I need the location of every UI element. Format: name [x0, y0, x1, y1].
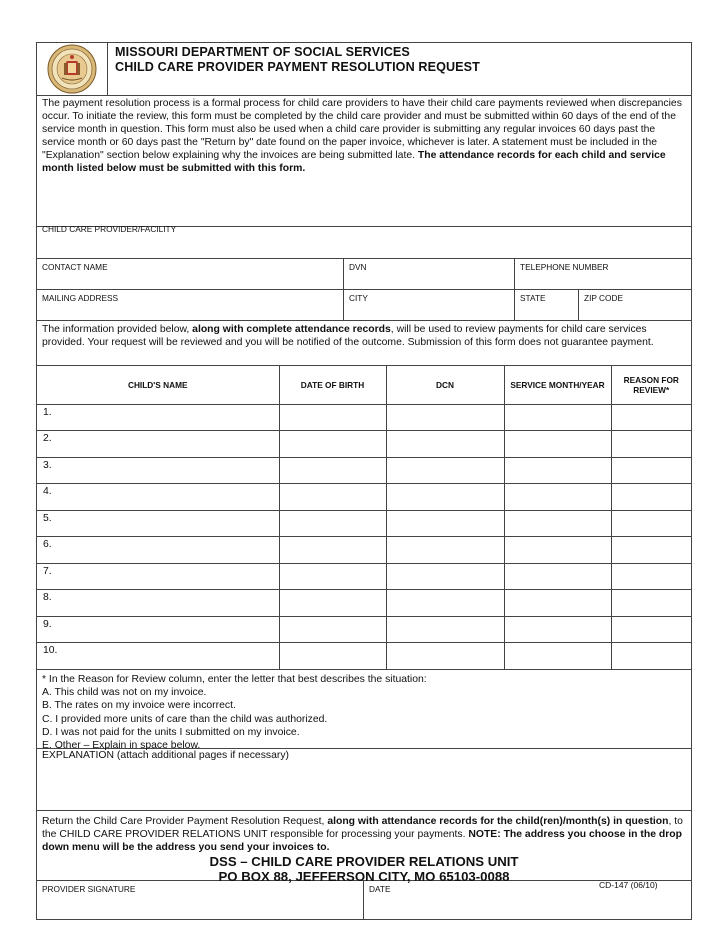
info-text-post: , will be used to review payments for child care services provided. Your request will be reviewed and you will be notified of the outcome. Submission of this form does not guarantee payment.: [42, 324, 654, 348]
form-number: CD-147 (06/10): [599, 880, 658, 890]
table-row: [37, 563, 691, 590]
service-month-cell[interactable]: [504, 404, 611, 431]
return-text-pre: Return the Child Care Provider Payment Resolution Request,: [42, 816, 328, 827]
service-month-cell[interactable]: [504, 457, 611, 484]
table-row: [37, 484, 691, 511]
mailing-address-label: MAILING ADDRESS: [42, 293, 119, 303]
contact-name-label: CONTACT NAME: [42, 262, 108, 272]
signature-row: [37, 881, 691, 919]
table-row: [37, 431, 691, 458]
reason-cell[interactable]: [611, 616, 691, 643]
dcn-cell[interactable]: [386, 457, 504, 484]
dcn-cell[interactable]: [386, 510, 504, 537]
birth-date-cell[interactable]: [279, 590, 386, 617]
column-header: SERVICE MONTH/YEAR: [504, 366, 611, 404]
dvn-label: DVN: [349, 262, 367, 272]
reason-cell[interactable]: [611, 431, 691, 458]
dcn-cell[interactable]: [386, 616, 504, 643]
provider-signature-label: PROVIDER SIGNATURE: [42, 884, 136, 894]
return-instructions: [37, 811, 691, 884]
form-title: CHILD CARE PROVIDER PAYMENT RESOLUTION REQUEST: [115, 60, 480, 74]
birth-date-cell[interactable]: [279, 431, 386, 458]
birth-date-cell[interactable]: [279, 457, 386, 484]
table-row: [37, 510, 691, 537]
contact-row: [37, 259, 691, 290]
telephone-label: TELEPHONE NUMBER: [520, 262, 609, 272]
return-text-bold: along with attendance records for the child(ren)/month(s) in question: [327, 816, 669, 827]
return-note: NOTE: The address you choose in the drop down menu will be the address you send your invoices to.: [42, 829, 682, 853]
state-field[interactable]: [515, 290, 579, 320]
info-text-bold: along with complete attendance records: [192, 324, 391, 335]
info-text-pre: The information provided below,: [42, 324, 193, 335]
service-month-cell[interactable]: [504, 431, 611, 458]
reason-legend: [37, 670, 691, 752]
form-header: [37, 43, 691, 96]
unit-name: DSS – CHILD CARE PROVIDER RELATIONS UNIT: [209, 854, 519, 869]
table-header-row: [37, 366, 691, 404]
birth-date-cell[interactable]: [279, 563, 386, 590]
birth-date-cell[interactable]: [279, 404, 386, 431]
reason-item: E. Other – Explain in space below.: [42, 740, 201, 752]
child-name-cell[interactable]: 2.: [37, 431, 279, 458]
payment-resolution-form: [36, 42, 692, 920]
seal-container: [37, 43, 108, 95]
table-row: [37, 457, 691, 484]
table-row: [37, 643, 691, 670]
reason-cell[interactable]: [611, 643, 691, 670]
reason-item: B. The rates on my invoice were incorrect.: [42, 700, 236, 712]
service-month-cell[interactable]: [504, 537, 611, 564]
reason-cell[interactable]: [611, 457, 691, 484]
column-header: REASON FOR REVIEW*: [611, 366, 691, 404]
table-row: [37, 590, 691, 617]
column-header: DCN: [386, 366, 504, 404]
child-name-cell[interactable]: 1.: [37, 404, 279, 431]
header-titles: [108, 43, 480, 95]
info-paragraph: [37, 321, 691, 366]
service-month-cell[interactable]: [504, 643, 611, 670]
dcn-cell[interactable]: [386, 484, 504, 511]
service-month-cell[interactable]: [504, 616, 611, 643]
agency-name: MISSOURI DEPARTMENT OF SOCIAL SERVICES: [115, 45, 410, 59]
reason-cell[interactable]: [611, 484, 691, 511]
reason-item: C. I provided more units of care than the child was authorized.: [42, 713, 328, 725]
zip-code-label: ZIP CODE: [584, 293, 624, 303]
dcn-cell[interactable]: [386, 537, 504, 564]
city-label: CITY: [349, 293, 368, 303]
zip-code-field[interactable]: [579, 290, 691, 320]
table-row: [37, 537, 691, 564]
table-row: [37, 616, 691, 643]
reason-cell[interactable]: [611, 404, 691, 431]
service-month-cell[interactable]: [504, 484, 611, 511]
birth-date-cell[interactable]: [279, 643, 386, 670]
table-row: [37, 404, 691, 431]
children-table: [37, 366, 691, 669]
dcn-cell[interactable]: [386, 404, 504, 431]
child-name-cell[interactable]: 5.: [37, 510, 279, 537]
dcn-cell[interactable]: [386, 643, 504, 670]
service-month-cell[interactable]: [504, 590, 611, 617]
provider-field[interactable]: [37, 224, 691, 259]
telephone-field[interactable]: [515, 259, 691, 289]
column-header: DATE OF BIRTH: [279, 366, 386, 404]
children-table-section: [37, 366, 691, 670]
return-text-mid: , to the CHILD CARE PROVIDER RELATIONS UNIT responsible for processing your payments.: [42, 816, 683, 840]
explanation-field[interactable]: [37, 749, 691, 811]
reason-cell[interactable]: [611, 563, 691, 590]
intro-paragraph: [37, 96, 691, 227]
provider-signature-field[interactable]: [37, 881, 364, 919]
dcn-cell[interactable]: [386, 590, 504, 617]
birth-date-cell[interactable]: [279, 616, 386, 643]
service-month-cell[interactable]: [504, 563, 611, 590]
birth-date-cell[interactable]: [279, 537, 386, 564]
state-label: STATE: [520, 293, 546, 303]
dcn-cell[interactable]: [386, 431, 504, 458]
mailing-address-field[interactable]: [37, 290, 344, 320]
reason-cell[interactable]: [611, 537, 691, 564]
intro-bold-text: The attendance records for each child and service month listed below must be submitted with this form.: [42, 149, 666, 174]
date-label: DATE: [369, 884, 391, 894]
birth-date-cell[interactable]: [279, 510, 386, 537]
child-name-cell[interactable]: 8.: [37, 590, 279, 617]
reason-legend-intro: * In the Reason for Review column, enter the letter that best describes the situation:: [42, 674, 427, 685]
missouri-seal-icon: [47, 44, 97, 94]
address-row: [37, 290, 691, 321]
explanation-label: EXPLANATION (attach additional pages if necessary): [42, 750, 289, 761]
reason-cell[interactable]: [611, 510, 691, 537]
child-name-cell[interactable]: 7.: [37, 563, 279, 590]
unit-address: PO BOX 88, JEFFERSON CITY, MO 65103-0088: [218, 869, 510, 884]
child-name-cell[interactable]: 3.: [37, 457, 279, 484]
service-month-cell[interactable]: [504, 510, 611, 537]
intro-text: The payment resolution process is a formal process for child care providers to have their child care payments reviewed when discrepancies occur. To initiate the review, this form must be completed by the child care provider and must be submitted within 60 days of the end of the service month in question. This form must also be used when a child care provider is submitting any regular invoices 60 days past the service month or 60 days past the "Return by" date found on the paper invoice, whichever is later. A statement must be included in the "Explanation" section below explaining why the invoices are being submitted late.: [42, 98, 682, 161]
child-name-cell[interactable]: 9.: [37, 616, 279, 643]
reason-item: A. This child was not on my invoice.: [42, 687, 207, 699]
reason-cell[interactable]: [611, 590, 691, 617]
child-name-cell[interactable]: 10.: [37, 643, 279, 670]
birth-date-cell[interactable]: [279, 484, 386, 511]
dvn-field[interactable]: [344, 259, 515, 289]
reason-item: D. I was not paid for the units I submitted on my invoice.: [42, 726, 300, 738]
child-name-cell[interactable]: 6.: [37, 537, 279, 564]
child-name-cell[interactable]: 4.: [37, 484, 279, 511]
city-field[interactable]: [344, 290, 515, 320]
column-header: CHILD'S NAME: [37, 366, 279, 404]
contact-name-field[interactable]: [37, 259, 344, 289]
provider-label: CHILD CARE PROVIDER/FACILITY: [42, 224, 177, 234]
dcn-cell[interactable]: [386, 563, 504, 590]
